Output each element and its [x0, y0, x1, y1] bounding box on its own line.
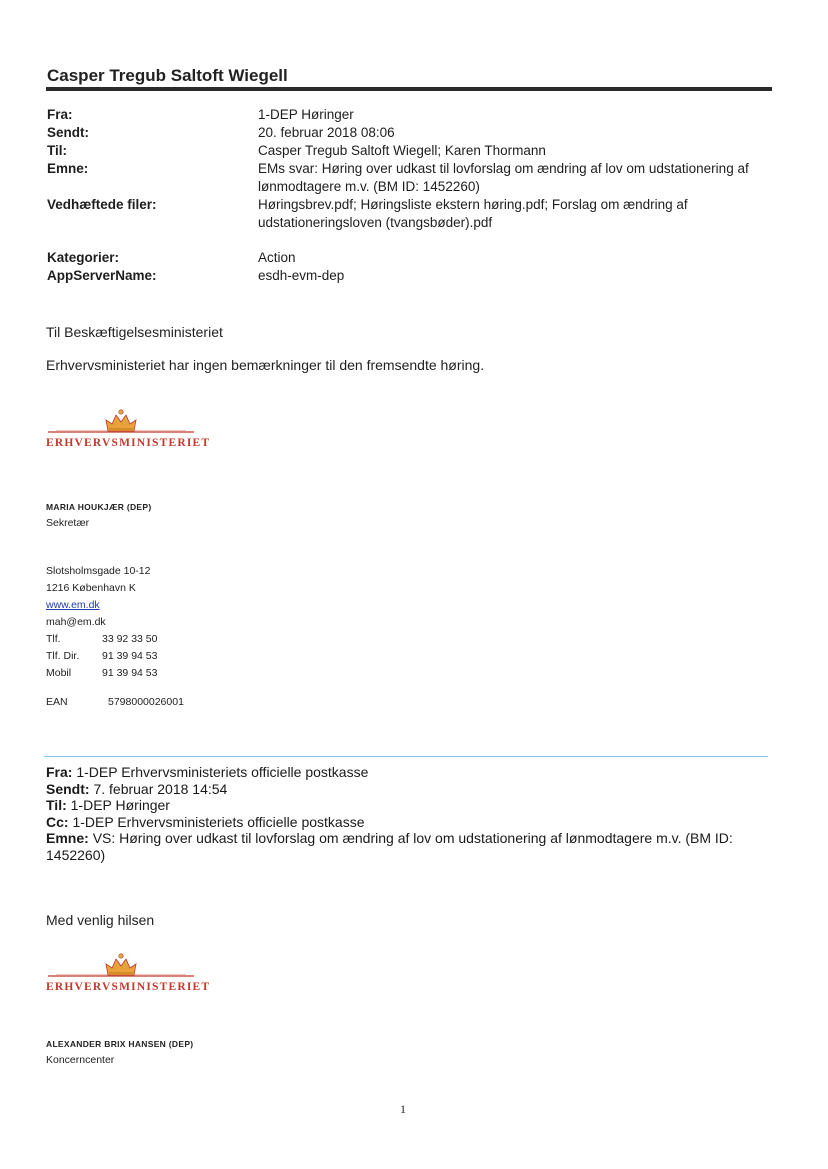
meta-row-to [47, 142, 777, 160]
email-header [47, 106, 777, 285]
from-value: 1-DEP Høringer [258, 107, 354, 122]
phone-value: 33 92 33 50 [102, 633, 158, 645]
ministry-logo [46, 950, 211, 993]
fwd-sent-value: 7. februar 2018 14:54 [93, 780, 228, 797]
fwd-to-label: Til: [46, 797, 67, 813]
fwd-to-row [46, 797, 766, 814]
categories-value: Action [258, 250, 296, 265]
subject-label: Emne: [47, 161, 89, 176]
ean-label: EAN [46, 696, 68, 708]
fwd-to-value: 1-DEP Høringer [70, 797, 170, 813]
forwarded-header [46, 764, 766, 863]
address-city: 1216 København K [46, 582, 136, 594]
to-value: Casper Tregub Saltoft Wiegell; Karen Thormann [258, 143, 546, 158]
subject-value: EMs svar: Høring over udkast til lovforslag om ændring af lov om udstationering af lønmodtagere m.v. (BM ID: 1452260) [258, 161, 749, 194]
fwd-subject-label: Emne: [46, 830, 89, 846]
fwd-cc-row [46, 814, 766, 831]
sent-label: Sendt: [47, 125, 89, 140]
meta-row-from [47, 106, 777, 124]
closing-text: Med venlig hilsen [46, 912, 155, 928]
to-label: Til: [47, 143, 67, 158]
fwd-from-label: Fra: [46, 764, 73, 780]
ministry-logo [46, 406, 211, 449]
page-number: 1 [400, 1102, 406, 1116]
fwd-cc-value: 1-DEP Erhvervsministeriets officielle postkasse [72, 813, 365, 830]
fwd-cc-label: Cc: [46, 813, 69, 830]
phone-label: Tlf. [46, 633, 61, 645]
logo-wordmark: ERHVERVSMINISTERIET [46, 981, 211, 993]
meta-row-appserver [47, 267, 777, 285]
sent-value: 20. februar 2018 08:06 [258, 125, 395, 140]
mobile-value: 91 39 94 53 [102, 667, 158, 679]
fwd-subject-value: VS: Høring over udkast til lovforslag om ændring af lov om udstationering af lønmodtagere m.v. (BM ID: 1452260) [46, 830, 733, 863]
phone-row [46, 631, 157, 648]
signature-title: Koncerncenter [46, 1054, 115, 1066]
direct-phone-label: Tlf. Dir. [46, 650, 80, 662]
meta-row-subject [47, 160, 777, 196]
appserver-label: AppServerName: [47, 268, 157, 283]
contact-block [46, 563, 157, 682]
signature-name: ALEXANDER BRIX HANSEN (DEP) [46, 1039, 194, 1049]
message-body: Erhvervsministeriet har ingen bemærkninger til den fremsendte høring. [46, 357, 485, 373]
mobile-row [46, 665, 157, 682]
fwd-subject-row [46, 830, 766, 863]
meta-row-attachments [47, 196, 777, 232]
fwd-sent-row [46, 781, 766, 798]
direct-phone-row [46, 648, 157, 665]
email-address: mah@em.dk [46, 616, 106, 628]
forward-separator [44, 756, 768, 757]
header-rule [46, 87, 772, 91]
message-salutation: Til Beskæftigelsesministeriet [46, 324, 223, 340]
crown-icon [46, 406, 196, 436]
categories-label: Kategorier: [47, 250, 120, 265]
address-street: Slotsholmsgade 10-12 [46, 565, 151, 577]
mobile-label: Mobil [46, 667, 72, 679]
signature-title: Sekretær [46, 517, 90, 529]
logo-wordmark: ERHVERVSMINISTERIET [46, 437, 211, 449]
appserver-value: esdh-evm-dep [258, 268, 345, 283]
fwd-sent-label: Sendt: [46, 780, 90, 797]
ean-value: 5798000026001 [108, 696, 184, 708]
fwd-from-value: 1-DEP Erhvervsministeriets officielle postkasse [76, 764, 369, 780]
mailbox-owner-name: Casper Tregub Saltoft Wiegell [47, 66, 288, 85]
from-label: Fra: [47, 107, 73, 122]
signature-name: MARIA HOUKJÆR (DEP) [46, 502, 152, 512]
direct-phone-value: 91 39 94 53 [102, 650, 158, 662]
attachments-label: Vedhæftede filer: [47, 197, 157, 212]
website-link[interactable]: www.em.dk [46, 599, 100, 611]
meta-row-sent [47, 124, 777, 142]
meta-row-categories [47, 249, 777, 267]
ean-row [46, 696, 184, 708]
fwd-from-row [46, 764, 766, 781]
crown-icon [46, 950, 196, 980]
attachments-value[interactable]: Høringsbrev.pdf; Høringsliste ekstern høring.pdf; Forslag om ændring af udstationeringsloven (tvangsbøder).pdf [258, 197, 688, 230]
